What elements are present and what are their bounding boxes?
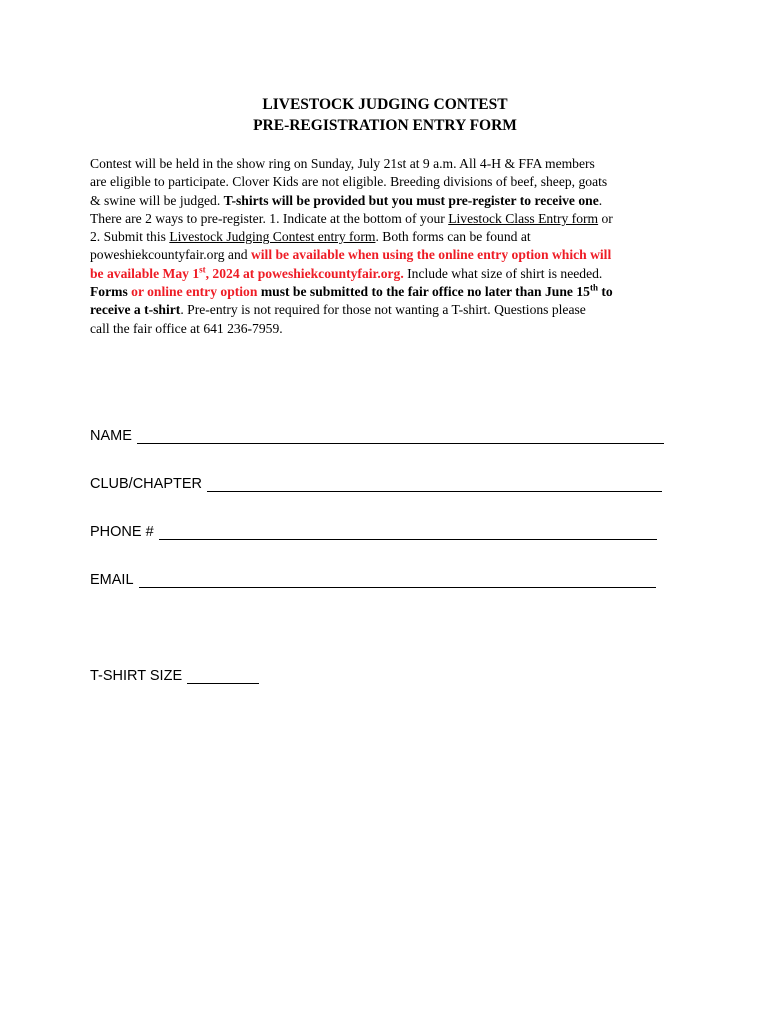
description-line: Forms or online entry option must be submitted to the fair office no later than June 15th to [90,282,613,300]
name-label: NAME [90,428,132,444]
name-field [90,428,664,444]
tshirt-size-field [90,668,259,684]
online-entry-option-text: or online entry option [131,284,258,300]
contest-description [90,155,680,338]
description-line: & swine will be judged. T-shirts will be provided but you must pre-register to receive one. [90,192,603,208]
description-line: are eligible to participate. Clover Kids are not eligible. Breeding divisions of beef, sheep, goats [90,174,608,190]
description-line: call the fair office at 641 236-7959. [90,320,283,336]
phone-label: PHONE # [90,524,154,540]
online-entry-date: be available May 1st, 2024 at poweshiekcountyfair.org. [90,264,404,281]
form-title: LIVESTOCK JUDGING CONTEST [262,96,508,113]
tshirt-notice: T-shirts will be provided but you must pre-register to receive one [223,192,599,208]
description-line: Contest will be held in the show ring on Sunday, July 21st at 9 a.m. All 4-H & FFA members [90,156,595,171]
club-field [90,476,662,492]
phone-input-line[interactable] [159,524,657,540]
form-subtitle: PRE-REGISTRATION ENTRY FORM [253,117,517,134]
judging-contest-entry-form-link: Livestock Judging Contest entry form [169,229,376,245]
email-field [90,572,656,588]
tshirt-size-label: T-SHIRT SIZE [90,668,183,684]
email-input-line[interactable] [139,572,656,588]
livestock-class-entry-form-link: Livestock Class Entry form [448,210,599,226]
tshirt-size-input-line[interactable] [187,668,259,684]
club-chapter-input-line[interactable] [207,476,662,492]
description-line: be available May 1st, 2024 at poweshiekcountyfair.org. Include what size of shirt is needed. [90,264,603,281]
email-label: EMAIL [90,572,134,588]
name-input-line[interactable] [137,428,664,444]
phone-field [90,524,657,540]
online-entry-notice: will be available when using the online entry option which will [250,247,612,263]
description-line: 2. Submit this Livestock Judging Contest entry form. Both forms can be found at [90,229,531,245]
description-line: There are 2 ways to pre-register. 1. Indicate at the bottom of your Livestock Class Entry form or [90,210,613,226]
description-line: receive a t-shirt. Pre-entry is not required for those not wanting a T-shirt. Questions please [90,302,586,318]
description-line: poweshiekcountyfair.org and will be available when using the online entry option which will [90,247,612,263]
club-chapter-label: CLUB/CHAPTER [90,476,202,492]
